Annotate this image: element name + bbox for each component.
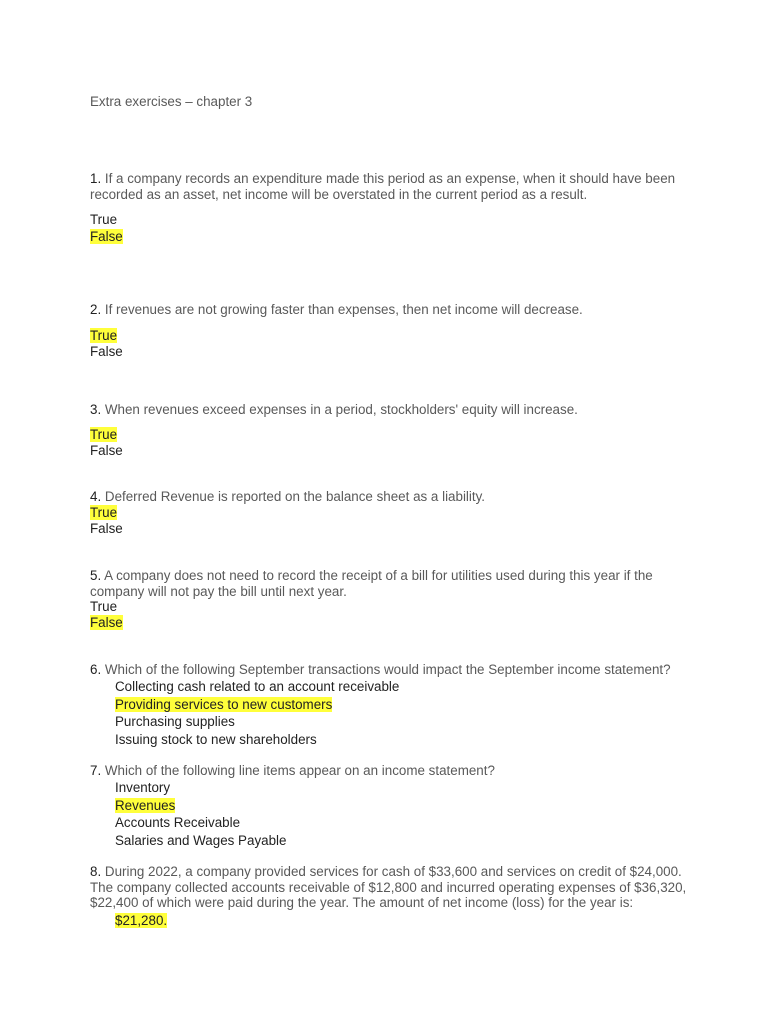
option-true: True [90,599,118,614]
question-number: 8. [90,864,102,879]
option-false: False [90,344,123,359]
option-true-highlighted [90,328,117,344]
highlighted-answer: Revenues [115,798,176,813]
question-text: The company collected accounts receivable of $12,800 and incurred operating expenses of $36,320, [90,879,687,895]
highlighted-answer: False [90,615,123,630]
option-false-highlighted [90,229,123,245]
option-false: False [90,443,123,458]
question-text: Which of the following September transactions would impact the September income statement? [101,662,671,677]
option-item: Salaries and Wages Payable [115,833,287,848]
highlighted-answer: $21,280. [115,913,168,928]
question-text: If a company records an expenditure made this period as an expense, when it should have been [101,171,676,186]
question-text: Deferred Revenue is reported on the balance sheet as a liability. [101,489,486,504]
question-number: 6. [90,662,102,677]
question-6 [90,662,671,678]
option-false: False [90,521,123,536]
question-text: A company does not need to record the receipt of a bill for utilities used during this year if the [101,568,653,583]
document-title: Extra exercises – chapter 3 [90,94,253,109]
answer-highlighted [115,913,167,929]
question-text: If revenues are not growing faster than expenses, then net income will decrease. [101,302,583,317]
option-item-highlighted [115,697,332,713]
highlighted-answer: Providing services to new customers [115,697,333,712]
highlighted-answer: True [90,328,118,343]
question-number: 5. [90,568,102,583]
question-3 [90,402,578,418]
question-text: recorded as an asset, net income will be overstated in the current period as a result. [90,186,588,202]
highlighted-answer: True [90,427,118,442]
question-4 [90,489,485,505]
option-item-highlighted [115,798,175,814]
question-number: 1. [90,171,102,186]
option-true: True [90,212,118,227]
question-text: During 2022, a company provided services for cash of $33,600 and services on credit of $24,000. [101,864,682,879]
option-false-highlighted [90,615,123,631]
question-text: company will not pay the bill until next year. [90,583,347,599]
question-number: 2. [90,302,102,317]
question-number: 7. [90,763,102,778]
highlighted-answer: True [90,505,118,520]
question-number: 3. [90,402,102,417]
option-item: Issuing stock to new shareholders [115,732,317,747]
option-item: Accounts Receivable [115,815,241,830]
highlighted-answer: False [90,229,123,244]
question-8 [90,864,686,911]
option-item: Collecting cash related to an account receivable [115,679,400,694]
option-item: Purchasing supplies [115,714,235,729]
question-1 [90,171,675,202]
question-text: $22,400 of which were paid during the year. The amount of net income (loss) for the year is: [90,895,634,911]
question-number: 4. [90,489,102,504]
question-5 [90,568,653,599]
question-2 [90,302,583,318]
option-item: Inventory [115,780,171,795]
question-text: Which of the following line items appear on an income statement? [101,763,495,778]
question-7 [90,763,495,779]
option-true-highlighted [90,505,117,521]
option-true-highlighted [90,427,117,443]
question-text: When revenues exceed expenses in a period, stockholders' equity will increase. [101,402,578,417]
